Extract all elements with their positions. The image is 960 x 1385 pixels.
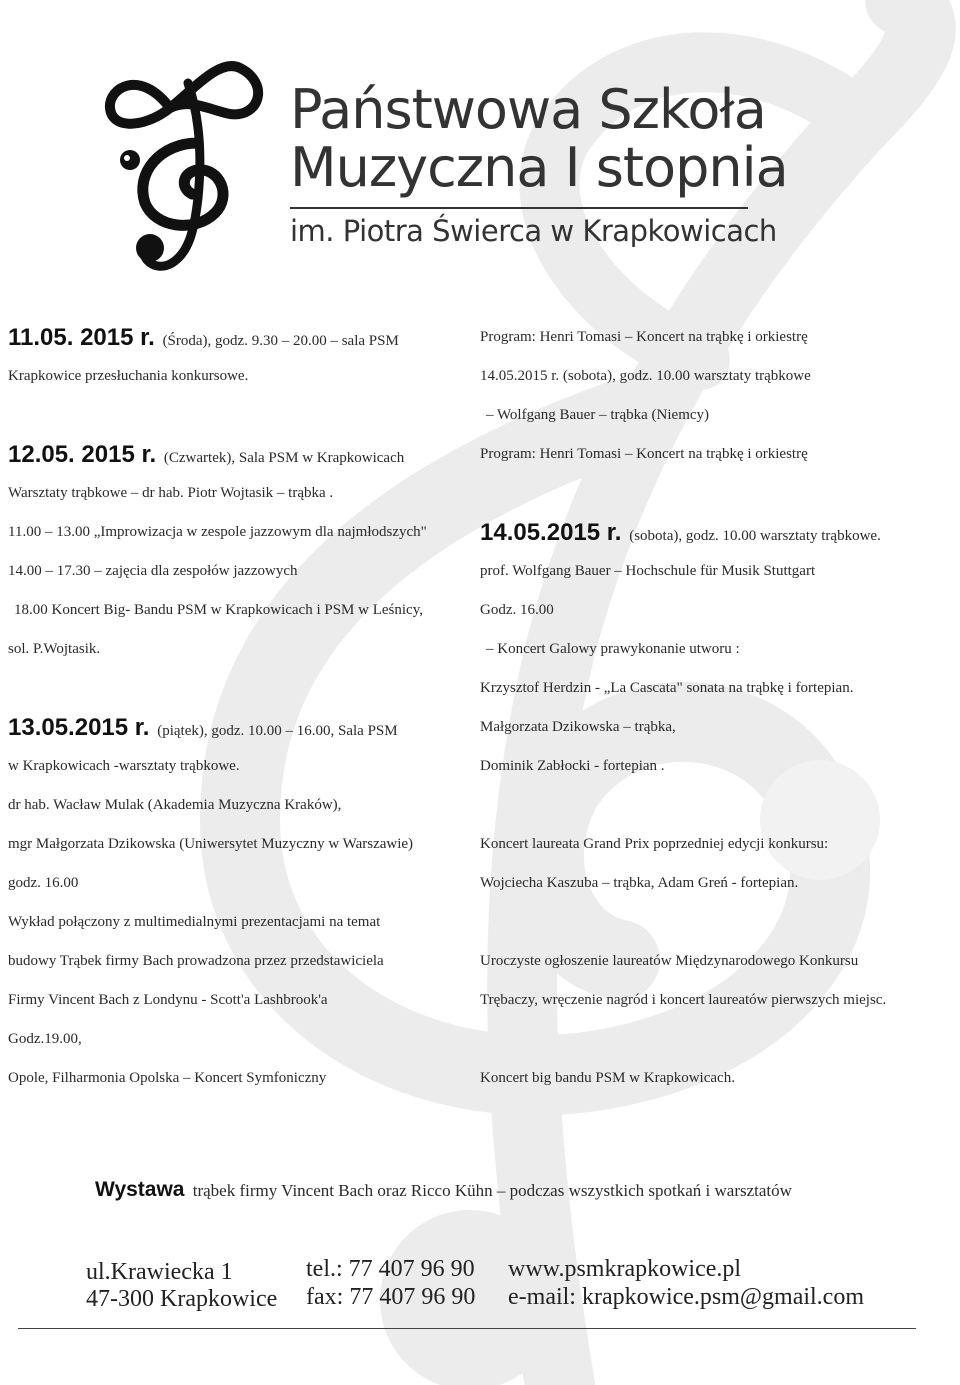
schedule-right-column — [480, 318, 950, 1098]
spacer — [480, 903, 950, 942]
spacer — [8, 669, 458, 708]
exhibition-notice — [95, 1178, 792, 1202]
schedule-line: budowy Trąbek firmy Bach prowadzona przez przedstawiciela — [8, 953, 384, 969]
schedule-line: Krzysztof Herdzin - „La Cascata" sonata na trąbkę i fortepian. — [480, 680, 854, 696]
schedule-line: Program: Henri Tomasi – Koncert na trąbkę i orkiestrę — [480, 329, 808, 345]
schedule-line: 14.05.2015 r. (sobota), godz. 10.00 warsztaty trąbkowe — [480, 368, 811, 384]
schedule-day-heading — [8, 708, 458, 747]
school-title-line-1: Państwowa Szkoła — [290, 78, 766, 141]
schedule-line: Małgorzata Dzikowska – trąbka, — [480, 719, 676, 735]
schedule-line: Dominik Zabłocki - fortepian . — [480, 758, 665, 774]
schedule-line: Firmy Vincent Bach z Londynu - Scott'a Lashbrook'a — [8, 992, 328, 1008]
email-link[interactable]: e-mail: krapkowice.psm@gmail.com — [508, 1284, 865, 1310]
schedule-line: Uroczyste ogłoszenie laureatów Międzynarodowego Konkursu — [480, 953, 859, 969]
event-details: (Środa), godz. 9.30 – 20.00 – sala PSM — [162, 333, 399, 349]
schedule-line: Wykład połączony z multimedialnymi prezentacjami na temat — [8, 914, 381, 930]
event-date: 13.05.2015 r. — [8, 714, 150, 741]
event-date: 12.05. 2015 r. — [8, 441, 157, 468]
schedule-line: Godz.19.00, — [8, 1031, 82, 1047]
schedule-line: 14.00 – 17.30 – zajęcia dla zespołów jazzowych — [8, 563, 298, 579]
spacer — [8, 396, 458, 435]
schedule-line: Trębaczy, wręczenie nagród i koncert laureatów pierwszych miejsc. — [480, 992, 887, 1008]
schedule-left-column — [8, 318, 458, 1098]
schedule-line: Koncert big bandu PSM w Krapkowicach. — [480, 1070, 735, 1086]
schedule-line: 18.00 Koncert Big- Bandu PSM w Krapkowicach i PSM w Leśnicy, — [14, 602, 423, 618]
schedule-line: Program: Henri Tomasi – Koncert na trąbkę i orkiestrę — [480, 446, 808, 462]
schedule-line: – Koncert Galowy prawykonanie utworu : — [486, 641, 740, 657]
spacer — [480, 474, 950, 513]
spacer — [480, 786, 950, 825]
schedule-line: 11.00 – 13.00 „Improwizacja w zespole jazzowym dla najmłodszych" — [8, 524, 427, 540]
event-details: (sobota), godz. 10.00 warsztaty trąbkowe. — [629, 528, 881, 544]
schedule-day-heading — [480, 513, 950, 552]
schedule-line: sol. P.Wojtasik. — [8, 641, 101, 657]
address-city: 47-300 Krapkowice — [86, 1286, 278, 1312]
schedule-day-heading — [8, 318, 458, 357]
schedule-line: mgr Małgorzata Dzikowska (Uniwersytet Muzyczny w Warszawie) — [8, 836, 414, 852]
phone-number[interactable]: tel.: 77 407 96 90 — [306, 1256, 475, 1282]
event-date: 14.05.2015 r. — [480, 519, 622, 546]
treble-clef-logo-icon — [100, 48, 285, 283]
schedule-line: godz. 16.00 — [8, 875, 79, 891]
schedule-line: Opole, Filharmonia Opolska – Koncert Symfoniczny — [8, 1070, 327, 1086]
exhibition-text: trąbek firmy Vincent Bach oraz Ricco Kühn – podczas wszystkich spotkań i warsztatów — [192, 1181, 792, 1200]
schedule-line: Godz. 16.00 — [480, 602, 554, 618]
schedule-line: dr hab. Wacław Mulak (Akademia Muzyczna Kraków), — [8, 797, 342, 813]
fax-number: fax: 77 407 96 90 — [306, 1284, 476, 1310]
event-details: (piątek), godz. 10.00 – 16.00, Sala PSM — [157, 723, 398, 739]
event-date: 11.05. 2015 r. — [8, 324, 155, 351]
schedule-line: prof. Wolfgang Bauer – Hochschule für Musik Stuttgart — [480, 563, 816, 579]
schedule-line: Wojciecha Kaszuba – trąbka, Adam Greń - fortepian. — [480, 875, 799, 891]
schedule-line: w Krapkowicach -warsztaty trąbkowe. — [8, 758, 240, 774]
schedule-line: Warsztaty trąbkowe – dr hab. Piotr Wojtasik – trąbka . — [8, 485, 334, 501]
school-title-line-2: Muzyczna I stopnia — [290, 136, 788, 199]
schedule-line: Krapkowice przesłuchania konkursowe. — [8, 368, 249, 384]
address-street: ul.Krawiecka 1 — [86, 1259, 233, 1285]
school-subtitle: im. Piotra Świerca w Krapkowicach — [290, 214, 777, 248]
schedule-day-heading — [8, 435, 458, 474]
website-link[interactable]: www.psmkrapkowice.pl — [508, 1256, 742, 1282]
spacer — [480, 1020, 950, 1059]
footer-divider — [18, 1328, 916, 1329]
header-divider — [290, 207, 748, 209]
exhibition-label: Wystawa — [95, 1178, 185, 1201]
schedule-line: – Wolfgang Bauer – trąbka (Niemcy) — [486, 407, 710, 423]
event-details: (Czwartek), Sala PSM w Krapkowicach — [163, 450, 405, 466]
schedule-line: Koncert laureata Grand Prix poprzedniej edycji konkursu: — [480, 836, 829, 852]
